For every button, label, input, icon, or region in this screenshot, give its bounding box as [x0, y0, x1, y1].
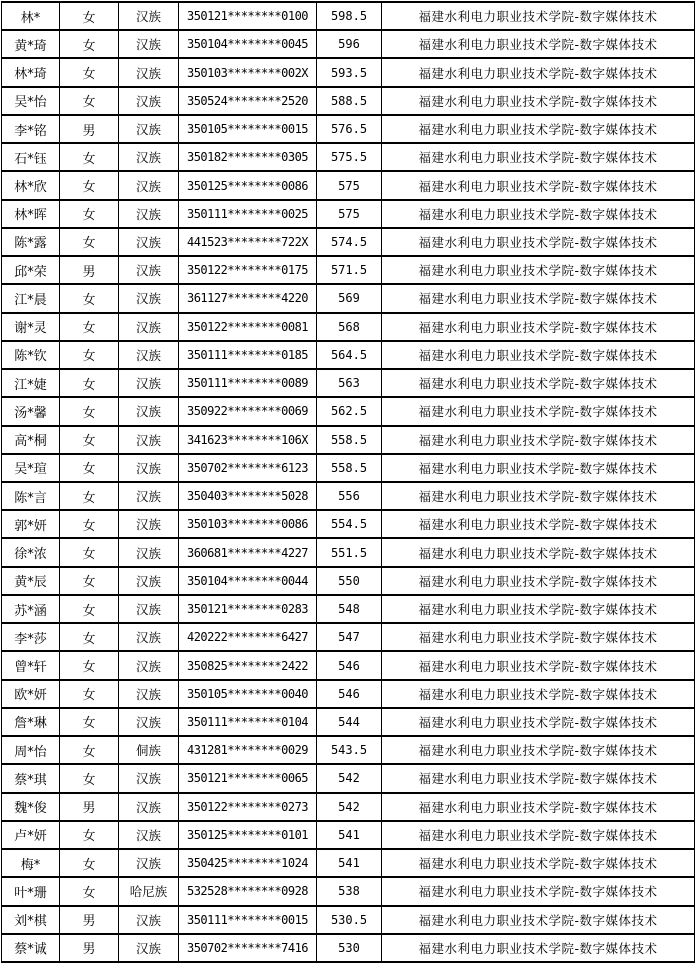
cell-school-major: 福建水利电力职业技术学院-数字媒体技术	[382, 482, 695, 510]
cell-student-name: 邱*荣	[2, 256, 60, 284]
cell-id-number: 350403********5028	[179, 482, 317, 510]
cell-ethnicity: 汉族	[119, 115, 179, 143]
cell-id-number: 350111********0104	[179, 708, 317, 736]
cell-id-number: 431281********0029	[179, 736, 317, 764]
cell-score: 546	[317, 680, 382, 708]
cell-student-name: 黄*琦	[2, 30, 60, 58]
table-row	[2, 369, 695, 397]
cell-gender: 男	[60, 934, 119, 962]
cell-ethnicity: 汉族	[119, 454, 179, 482]
cell-ethnicity: 汉族	[119, 708, 179, 736]
cell-student-name: 叶*珊	[2, 877, 60, 905]
table-row	[2, 623, 695, 651]
cell-school-major: 福建水利电力职业技术学院-数字媒体技术	[382, 567, 695, 595]
cell-ethnicity: 汉族	[119, 426, 179, 454]
table-row	[2, 595, 695, 623]
cell-ethnicity: 汉族	[119, 313, 179, 341]
table-row	[2, 115, 695, 143]
table-row	[2, 171, 695, 199]
table-row	[2, 793, 695, 821]
cell-score: 568	[317, 313, 382, 341]
cell-student-name: 高*桐	[2, 426, 60, 454]
cell-score: 551.5	[317, 538, 382, 566]
cell-id-number: 350702********7416	[179, 934, 317, 962]
cell-gender: 女	[60, 2, 119, 30]
cell-school-major: 福建水利电力职业技术学院-数字媒体技术	[382, 200, 695, 228]
cell-gender: 女	[60, 313, 119, 341]
cell-gender: 女	[60, 58, 119, 86]
cell-score: 558.5	[317, 454, 382, 482]
table-row	[2, 256, 695, 284]
cell-school-major: 福建水利电力职业技术学院-数字媒体技术	[382, 171, 695, 199]
cell-score: 574.5	[317, 228, 382, 256]
cell-student-name: 陈*钦	[2, 341, 60, 369]
table-body	[2, 2, 695, 962]
cell-id-number: 350122********0273	[179, 793, 317, 821]
cell-gender: 女	[60, 171, 119, 199]
cell-student-name: 林*琦	[2, 58, 60, 86]
cell-school-major: 福建水利电力职业技术学院-数字媒体技术	[382, 538, 695, 566]
table-row	[2, 397, 695, 425]
cell-score: 542	[317, 793, 382, 821]
cell-score: 575	[317, 171, 382, 199]
cell-id-number: 350125********0086	[179, 171, 317, 199]
cell-id-number: 350121********0100	[179, 2, 317, 30]
cell-ethnicity: 汉族	[119, 934, 179, 962]
cell-id-number: 350425********1024	[179, 849, 317, 877]
cell-gender: 女	[60, 341, 119, 369]
table-row	[2, 341, 695, 369]
cell-school-major: 福建水利电力职业技术学院-数字媒体技术	[382, 369, 695, 397]
cell-student-name: 蔡*琪	[2, 764, 60, 792]
cell-student-name: 苏*涵	[2, 595, 60, 623]
cell-school-major: 福建水利电力职业技术学院-数字媒体技术	[382, 623, 695, 651]
cell-school-major: 福建水利电力职业技术学院-数字媒体技术	[382, 115, 695, 143]
cell-student-name: 陈*露	[2, 228, 60, 256]
cell-id-number: 420222********6427	[179, 623, 317, 651]
cell-student-name: 梅*	[2, 849, 60, 877]
cell-id-number: 441523********722X	[179, 228, 317, 256]
cell-id-number: 350182********0305	[179, 143, 317, 171]
cell-id-number: 350122********0081	[179, 313, 317, 341]
cell-gender: 女	[60, 143, 119, 171]
table-row	[2, 58, 695, 86]
cell-student-name: 徐*浓	[2, 538, 60, 566]
cell-school-major: 福建水利电力职业技术学院-数字媒体技术	[382, 341, 695, 369]
cell-student-name: 魏*俊	[2, 793, 60, 821]
cell-gender: 女	[60, 651, 119, 679]
cell-score: 556	[317, 482, 382, 510]
cell-school-major: 福建水利电力职业技术学院-数字媒体技术	[382, 228, 695, 256]
cell-ethnicity: 汉族	[119, 906, 179, 934]
cell-student-name: 李*莎	[2, 623, 60, 651]
cell-score: 543.5	[317, 736, 382, 764]
cell-school-major: 福建水利电力职业技术学院-数字媒体技术	[382, 906, 695, 934]
cell-gender: 女	[60, 680, 119, 708]
cell-score: 571.5	[317, 256, 382, 284]
table-row	[2, 764, 695, 792]
cell-student-name: 江*晨	[2, 284, 60, 312]
table-row	[2, 313, 695, 341]
cell-id-number: 350111********0015	[179, 906, 317, 934]
table-row	[2, 284, 695, 312]
cell-ethnicity: 汉族	[119, 284, 179, 312]
cell-ethnicity: 汉族	[119, 369, 179, 397]
cell-student-name: 卢*妍	[2, 821, 60, 849]
cell-ethnicity: 汉族	[119, 256, 179, 284]
cell-gender: 女	[60, 708, 119, 736]
cell-student-name: 江*婕	[2, 369, 60, 397]
cell-student-name: 林*	[2, 2, 60, 30]
table-row	[2, 510, 695, 538]
cell-school-major: 福建水利电力职业技术学院-数字媒体技术	[382, 426, 695, 454]
cell-gender: 女	[60, 623, 119, 651]
cell-gender: 女	[60, 538, 119, 566]
cell-ethnicity: 汉族	[119, 651, 179, 679]
cell-score: 550	[317, 567, 382, 595]
table-row	[2, 877, 695, 905]
cell-id-number: 350524********2520	[179, 87, 317, 115]
cell-score: 569	[317, 284, 382, 312]
cell-gender: 男	[60, 115, 119, 143]
cell-student-name: 石*钰	[2, 143, 60, 171]
cell-score: 554.5	[317, 510, 382, 538]
table-row	[2, 87, 695, 115]
table-row	[2, 651, 695, 679]
cell-school-major: 福建水利电力职业技术学院-数字媒体技术	[382, 58, 695, 86]
cell-id-number: 350825********2422	[179, 651, 317, 679]
cell-score: 542	[317, 764, 382, 792]
table-row	[2, 454, 695, 482]
cell-ethnicity: 汉族	[119, 849, 179, 877]
cell-score: 558.5	[317, 426, 382, 454]
table-row	[2, 567, 695, 595]
table-row	[2, 143, 695, 171]
cell-id-number: 350111********0185	[179, 341, 317, 369]
cell-ethnicity: 汉族	[119, 397, 179, 425]
cell-school-major: 福建水利电力职业技术学院-数字媒体技术	[382, 680, 695, 708]
cell-gender: 女	[60, 849, 119, 877]
table-row	[2, 821, 695, 849]
cell-gender: 女	[60, 764, 119, 792]
cell-gender: 女	[60, 482, 119, 510]
cell-score: 575	[317, 200, 382, 228]
cell-gender: 女	[60, 369, 119, 397]
table-row	[2, 736, 695, 764]
cell-gender: 女	[60, 510, 119, 538]
cell-gender: 男	[60, 256, 119, 284]
cell-gender: 女	[60, 877, 119, 905]
cell-id-number: 532528********0928	[179, 877, 317, 905]
cell-gender: 女	[60, 397, 119, 425]
cell-gender: 女	[60, 30, 119, 58]
cell-score: 593.5	[317, 58, 382, 86]
cell-gender: 女	[60, 567, 119, 595]
cell-gender: 女	[60, 736, 119, 764]
cell-score: 564.5	[317, 341, 382, 369]
cell-student-name: 吴*瑄	[2, 454, 60, 482]
cell-id-number: 350702********6123	[179, 454, 317, 482]
table-row	[2, 482, 695, 510]
cell-score: 562.5	[317, 397, 382, 425]
cell-ethnicity: 汉族	[119, 200, 179, 228]
cell-student-name: 曾*轩	[2, 651, 60, 679]
cell-student-name: 黄*辰	[2, 567, 60, 595]
cell-id-number: 341623********106X	[179, 426, 317, 454]
cell-student-name: 谢*灵	[2, 313, 60, 341]
cell-student-name: 吴*怡	[2, 87, 60, 115]
cell-ethnicity: 哈尼族	[119, 877, 179, 905]
cell-ethnicity: 侗族	[119, 736, 179, 764]
cell-student-name: 林*晖	[2, 200, 60, 228]
cell-gender: 女	[60, 284, 119, 312]
cell-gender: 女	[60, 595, 119, 623]
cell-ethnicity: 汉族	[119, 567, 179, 595]
cell-school-major: 福建水利电力职业技术学院-数字媒体技术	[382, 313, 695, 341]
cell-id-number: 350111********0025	[179, 200, 317, 228]
cell-score: 544	[317, 708, 382, 736]
cell-id-number: 350105********0015	[179, 115, 317, 143]
cell-score: 576.5	[317, 115, 382, 143]
cell-score: 530	[317, 934, 382, 962]
cell-score: 541	[317, 821, 382, 849]
cell-school-major: 福建水利电力职业技术学院-数字媒体技术	[382, 30, 695, 58]
cell-student-name: 李*铭	[2, 115, 60, 143]
table-row	[2, 228, 695, 256]
cell-ethnicity: 汉族	[119, 143, 179, 171]
cell-id-number: 350103********002X	[179, 58, 317, 86]
cell-ethnicity: 汉族	[119, 228, 179, 256]
cell-school-major: 福建水利电力职业技术学院-数字媒体技术	[382, 821, 695, 849]
cell-score: 598.5	[317, 2, 382, 30]
cell-gender: 女	[60, 200, 119, 228]
cell-school-major: 福建水利电力职业技术学院-数字媒体技术	[382, 651, 695, 679]
cell-school-major: 福建水利电力职业技术学院-数字媒体技术	[382, 736, 695, 764]
cell-school-major: 福建水利电力职业技术学院-数字媒体技术	[382, 256, 695, 284]
cell-gender: 女	[60, 454, 119, 482]
cell-ethnicity: 汉族	[119, 341, 179, 369]
cell-school-major: 福建水利电力职业技术学院-数字媒体技术	[382, 454, 695, 482]
table-row	[2, 934, 695, 962]
cell-ethnicity: 汉族	[119, 764, 179, 792]
cell-id-number: 350125********0101	[179, 821, 317, 849]
cell-student-name: 林*欣	[2, 171, 60, 199]
cell-score: 530.5	[317, 906, 382, 934]
cell-gender: 女	[60, 426, 119, 454]
cell-id-number: 361127********4220	[179, 284, 317, 312]
cell-id-number: 350122********0175	[179, 256, 317, 284]
cell-ethnicity: 汉族	[119, 538, 179, 566]
cell-student-name: 蔡*诚	[2, 934, 60, 962]
cell-id-number: 350105********0040	[179, 680, 317, 708]
cell-gender: 女	[60, 87, 119, 115]
cell-school-major: 福建水利电力职业技术学院-数字媒体技术	[382, 849, 695, 877]
cell-gender: 男	[60, 906, 119, 934]
cell-school-major: 福建水利电力职业技术学院-数字媒体技术	[382, 87, 695, 115]
cell-student-name: 汤*馨	[2, 397, 60, 425]
table-row	[2, 708, 695, 736]
cell-student-name: 郭*妍	[2, 510, 60, 538]
cell-school-major: 福建水利电力职业技术学院-数字媒体技术	[382, 764, 695, 792]
table-row	[2, 680, 695, 708]
cell-id-number: 350121********0283	[179, 595, 317, 623]
cell-score: 538	[317, 877, 382, 905]
cell-school-major: 福建水利电力职业技术学院-数字媒体技术	[382, 793, 695, 821]
cell-ethnicity: 汉族	[119, 482, 179, 510]
cell-id-number: 350104********0045	[179, 30, 317, 58]
cell-ethnicity: 汉族	[119, 793, 179, 821]
table-row	[2, 906, 695, 934]
cell-school-major: 福建水利电力职业技术学院-数字媒体技术	[382, 510, 695, 538]
cell-gender: 女	[60, 228, 119, 256]
cell-score: 588.5	[317, 87, 382, 115]
cell-school-major: 福建水利电力职业技术学院-数字媒体技术	[382, 877, 695, 905]
table-row	[2, 426, 695, 454]
cell-student-name: 詹*琳	[2, 708, 60, 736]
cell-score: 548	[317, 595, 382, 623]
cell-school-major: 福建水利电力职业技术学院-数字媒体技术	[382, 595, 695, 623]
cell-score: 575.5	[317, 143, 382, 171]
cell-score: 546	[317, 651, 382, 679]
cell-score: 596	[317, 30, 382, 58]
cell-id-number: 350104********0044	[179, 567, 317, 595]
cell-school-major: 福建水利电力职业技术学院-数字媒体技术	[382, 708, 695, 736]
cell-student-name: 陈*言	[2, 482, 60, 510]
cell-ethnicity: 汉族	[119, 821, 179, 849]
cell-school-major: 福建水利电力职业技术学院-数字媒体技术	[382, 284, 695, 312]
table-row	[2, 200, 695, 228]
admission-results-table	[1, 1, 695, 963]
cell-ethnicity: 汉族	[119, 171, 179, 199]
table-row	[2, 30, 695, 58]
cell-student-name: 欧*妍	[2, 680, 60, 708]
cell-score: 541	[317, 849, 382, 877]
cell-gender: 男	[60, 793, 119, 821]
table-row	[2, 538, 695, 566]
cell-ethnicity: 汉族	[119, 680, 179, 708]
cell-student-name: 周*怡	[2, 736, 60, 764]
cell-ethnicity: 汉族	[119, 58, 179, 86]
cell-id-number: 350121********0065	[179, 764, 317, 792]
cell-ethnicity: 汉族	[119, 2, 179, 30]
cell-school-major: 福建水利电力职业技术学院-数字媒体技术	[382, 143, 695, 171]
cell-id-number: 350111********0089	[179, 369, 317, 397]
cell-id-number: 350103********0086	[179, 510, 317, 538]
cell-school-major: 福建水利电力职业技术学院-数字媒体技术	[382, 2, 695, 30]
cell-id-number: 350922********0069	[179, 397, 317, 425]
cell-ethnicity: 汉族	[119, 510, 179, 538]
table-row	[2, 2, 695, 30]
cell-ethnicity: 汉族	[119, 595, 179, 623]
cell-student-name: 刘*棋	[2, 906, 60, 934]
cell-ethnicity: 汉族	[119, 623, 179, 651]
cell-ethnicity: 汉族	[119, 30, 179, 58]
cell-ethnicity: 汉族	[119, 87, 179, 115]
cell-school-major: 福建水利电力职业技术学院-数字媒体技术	[382, 397, 695, 425]
cell-school-major: 福建水利电力职业技术学院-数字媒体技术	[382, 934, 695, 962]
cell-gender: 女	[60, 821, 119, 849]
table-row	[2, 849, 695, 877]
cell-score: 563	[317, 369, 382, 397]
cell-id-number: 360681********4227	[179, 538, 317, 566]
cell-score: 547	[317, 623, 382, 651]
